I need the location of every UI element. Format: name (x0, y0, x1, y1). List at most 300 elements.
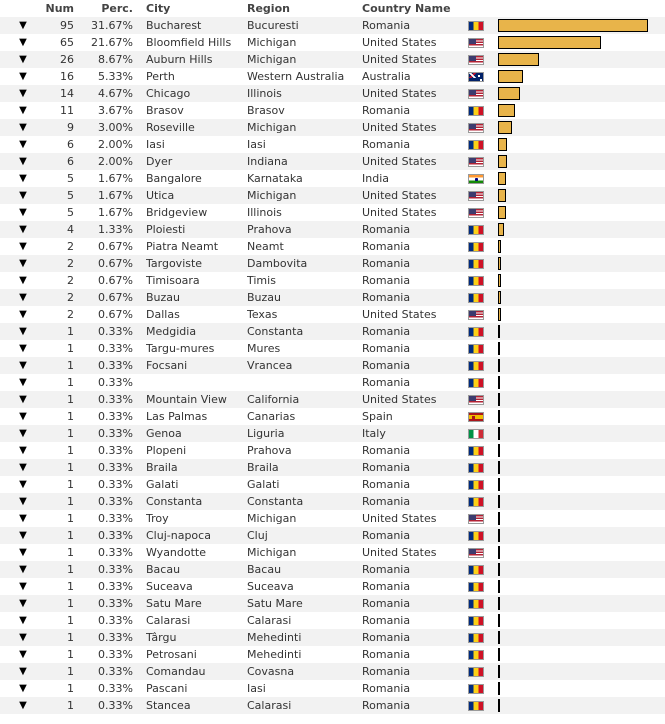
table-row (0, 663, 665, 680)
perc-cell: 0.67% (98, 274, 133, 287)
city-cell: Buzau (146, 291, 181, 304)
count-bar (498, 529, 500, 542)
city-cell: Perth (146, 70, 175, 83)
table-row (0, 153, 665, 170)
table-row (0, 561, 665, 578)
country-cell: Australia (362, 70, 411, 83)
flag-cell (468, 374, 486, 391)
perc-cell: 21.67% (91, 36, 133, 49)
ro-flag-icon (468, 667, 484, 677)
city-cell: Roseville (146, 121, 195, 134)
num-cell: 1 (67, 529, 74, 542)
count-bar (498, 104, 515, 117)
sort-down-icon[interactable]: ▼ (19, 649, 27, 660)
sort-down-icon[interactable]: ▼ (19, 71, 27, 82)
table-row (0, 680, 665, 697)
perc-cell: 0.33% (98, 529, 133, 542)
perc-cell: 0.33% (98, 444, 133, 457)
flag-cell (468, 170, 486, 187)
sort-down-icon[interactable]: ▼ (19, 547, 27, 558)
sort-down-icon[interactable]: ▼ (19, 394, 27, 405)
flag-cell (468, 544, 486, 561)
city-cell: Troy (146, 512, 169, 525)
es-flag-icon (468, 412, 484, 422)
country-cell: United States (362, 546, 437, 559)
perc-cell: 0.33% (98, 359, 133, 372)
perc-cell: 0.33% (98, 427, 133, 440)
flag-cell (468, 527, 486, 544)
perc-cell: 31.67% (91, 19, 133, 32)
num-cell: 1 (67, 393, 74, 406)
flag-cell (468, 697, 486, 714)
count-bar (498, 206, 506, 219)
num-cell: 1 (67, 427, 74, 440)
flag-cell (468, 34, 486, 51)
region-cell: Michigan (247, 121, 297, 134)
count-bar (498, 665, 500, 678)
city-cell: Suceava (146, 580, 193, 593)
flag-cell (468, 561, 486, 578)
country-cell: Romania (362, 104, 411, 117)
table-row (0, 544, 665, 561)
num-cell: 65 (60, 36, 74, 49)
country-cell: Romania (362, 359, 411, 372)
ro-flag-icon (468, 259, 484, 269)
region-cell: Mehedinti (247, 648, 302, 661)
perc-cell: 4.67% (98, 87, 133, 100)
table-row (0, 68, 665, 85)
flag-cell (468, 187, 486, 204)
perc-cell: 0.33% (98, 665, 133, 678)
num-cell: 1 (67, 461, 74, 474)
sort-down-icon[interactable]: ▼ (19, 683, 27, 694)
ro-flag-icon (468, 140, 484, 150)
us-flag-icon (468, 310, 484, 320)
sort-down-icon[interactable]: ▼ (19, 20, 27, 31)
perc-column-header[interactable]: Perc. (101, 2, 133, 15)
city-cell: Mountain View (146, 393, 227, 406)
sort-down-icon[interactable]: ▼ (19, 377, 27, 388)
table-row (0, 646, 665, 663)
table-row (0, 102, 665, 119)
sort-down-icon[interactable]: ▼ (19, 224, 27, 235)
region-cell: Michigan (247, 53, 297, 66)
city-cell: Bangalore (146, 172, 202, 185)
flag-cell (468, 663, 486, 680)
num-cell: 4 (67, 223, 74, 236)
us-flag-icon (468, 55, 484, 65)
perc-cell: 2.00% (98, 138, 133, 151)
city-cell: Comandau (146, 665, 206, 678)
num-cell: 1 (67, 410, 74, 423)
us-flag-icon (468, 548, 484, 558)
bar-cell (498, 85, 658, 102)
count-bar (498, 495, 500, 508)
region-cell: Indiana (247, 155, 288, 168)
sort-down-icon[interactable]: ▼ (19, 513, 27, 524)
count-bar (498, 512, 500, 525)
city-cell: Utica (146, 189, 175, 202)
bar-cell (498, 391, 658, 408)
count-bar (498, 444, 500, 457)
table-row (0, 697, 665, 714)
city-cell: Cluj-napoca (146, 529, 211, 542)
country-cell: Romania (362, 682, 411, 695)
region-cell: Michigan (247, 36, 297, 49)
sort-down-icon[interactable]: ▼ (19, 173, 27, 184)
table-row (0, 306, 665, 323)
ro-flag-icon (468, 344, 484, 354)
table-row (0, 357, 665, 374)
num-cell: 5 (67, 172, 74, 185)
bar-cell (498, 510, 658, 527)
bar-cell (498, 663, 658, 680)
bar-cell (498, 51, 658, 68)
perc-cell: 0.33% (98, 342, 133, 355)
flag-cell (468, 391, 486, 408)
flag-cell (468, 204, 486, 221)
flag-cell (468, 119, 486, 136)
sort-down-icon[interactable]: ▼ (19, 445, 27, 456)
flag-cell (468, 408, 486, 425)
sort-down-icon[interactable]: ▼ (19, 207, 27, 218)
region-cell: California (247, 393, 300, 406)
sort-down-icon[interactable]: ▼ (19, 666, 27, 677)
region-cell: Timis (247, 274, 276, 287)
country-cell: United States (362, 155, 437, 168)
sort-down-icon[interactable]: ▼ (19, 581, 27, 592)
perc-cell: 0.33% (98, 580, 133, 593)
region-cell: Cluj (247, 529, 268, 542)
country-cell: United States (362, 308, 437, 321)
count-bar (498, 427, 500, 440)
sort-down-icon[interactable]: ▼ (19, 258, 27, 269)
region-column-header[interactable]: Region (247, 2, 290, 15)
ro-flag-icon (468, 276, 484, 286)
bar-cell (498, 204, 658, 221)
num-cell: 6 (67, 155, 74, 168)
bar-cell (498, 561, 658, 578)
region-cell: Michigan (247, 512, 297, 525)
region-cell: Neamt (247, 240, 284, 253)
country-cell: Romania (362, 478, 411, 491)
count-bar (498, 240, 501, 253)
table-row (0, 578, 665, 595)
country-cell: Romania (362, 461, 411, 474)
city-cell: Targoviste (146, 257, 203, 270)
region-cell: Calarasi (247, 614, 292, 627)
bar-cell (498, 289, 658, 306)
bar-cell (498, 255, 658, 272)
bar-cell (498, 629, 658, 646)
bar-cell (498, 646, 658, 663)
table-row (0, 340, 665, 357)
num-cell: 2 (67, 274, 74, 287)
count-bar (498, 580, 500, 593)
table-row (0, 255, 665, 272)
city-cell: Petrosani (146, 648, 197, 661)
ro-flag-icon (468, 242, 484, 252)
city-cell: Stancea (146, 699, 191, 712)
num-cell: 1 (67, 342, 74, 355)
sort-down-icon[interactable]: ▼ (19, 360, 27, 371)
region-cell: Liguria (247, 427, 285, 440)
perc-cell: 5.33% (98, 70, 133, 83)
count-bar (498, 36, 601, 49)
sort-down-icon[interactable]: ▼ (19, 615, 27, 626)
city-cell: Brasov (146, 104, 184, 117)
country-cell: Romania (362, 563, 411, 576)
au-flag-icon (468, 72, 484, 82)
city-column-header[interactable]: City (146, 2, 171, 15)
num-cell: 1 (67, 699, 74, 712)
country-cell: Romania (362, 631, 411, 644)
count-bar (498, 138, 507, 151)
table-row (0, 510, 665, 527)
bar-cell (498, 578, 658, 595)
sort-down-icon[interactable]: ▼ (19, 309, 27, 320)
flag-cell (468, 510, 486, 527)
num-cell: 26 (60, 53, 74, 66)
count-bar (498, 376, 500, 389)
sort-down-icon[interactable]: ▼ (19, 326, 27, 337)
city-cell: Bucharest (146, 19, 202, 32)
perc-cell: 0.33% (98, 563, 133, 576)
bar-cell (498, 340, 658, 357)
count-bar (498, 342, 500, 355)
in-flag-icon (468, 174, 484, 184)
table-row (0, 493, 665, 510)
country-cell: United States (362, 512, 437, 525)
sort-down-icon[interactable]: ▼ (19, 564, 27, 575)
table-row (0, 170, 665, 187)
country-column-header[interactable]: Country Name (362, 2, 451, 15)
table-row (0, 442, 665, 459)
count-bar (498, 563, 500, 576)
num-cell: 2 (67, 308, 74, 321)
num-cell: 1 (67, 648, 74, 661)
count-bar (498, 699, 500, 712)
sort-down-icon[interactable]: ▼ (19, 190, 27, 201)
table-row (0, 85, 665, 102)
sort-down-icon[interactable]: ▼ (19, 598, 27, 609)
region-cell: Calarasi (247, 699, 292, 712)
bar-cell (498, 306, 658, 323)
count-bar (498, 274, 501, 287)
num-cell: 5 (67, 189, 74, 202)
city-cell: Dyer (146, 155, 173, 168)
num-cell: 1 (67, 546, 74, 559)
num-cell: 1 (67, 376, 74, 389)
num-cell: 6 (67, 138, 74, 151)
us-flag-icon (468, 89, 484, 99)
num-column-header[interactable]: Num (45, 2, 74, 15)
city-cell: Bridgeview (146, 206, 208, 219)
country-cell: United States (362, 53, 437, 66)
region-cell: Iasi (247, 682, 266, 695)
city-cell: Ploiesti (146, 223, 186, 236)
table-row (0, 187, 665, 204)
perc-cell: 0.33% (98, 325, 133, 338)
city-cell: Wyandotte (146, 546, 207, 559)
sort-down-icon[interactable]: ▼ (19, 37, 27, 48)
sort-down-icon[interactable]: ▼ (19, 632, 27, 643)
ro-flag-icon (468, 293, 484, 303)
perc-cell: 0.33% (98, 597, 133, 610)
flag-cell (468, 136, 486, 153)
sort-down-icon[interactable]: ▼ (19, 156, 27, 167)
ro-flag-icon (468, 21, 484, 31)
ro-flag-icon (468, 106, 484, 116)
sort-down-icon[interactable]: ▼ (19, 411, 27, 422)
region-cell: Michigan (247, 189, 297, 202)
count-bar (498, 223, 504, 236)
region-cell: Buzau (247, 291, 282, 304)
city-cell: Chicago (146, 87, 191, 100)
count-bar (498, 19, 648, 32)
country-cell: Romania (362, 665, 411, 678)
sort-down-icon[interactable]: ▼ (19, 700, 27, 711)
bar-cell (498, 187, 658, 204)
city-cell: Bloomfield Hills (146, 36, 232, 49)
country-cell: Romania (362, 614, 411, 627)
bar-cell (498, 119, 658, 136)
perc-cell: 1.67% (98, 172, 133, 185)
ro-flag-icon (468, 225, 484, 235)
perc-cell: 3.00% (98, 121, 133, 134)
country-cell: Romania (362, 291, 411, 304)
perc-cell: 1.67% (98, 206, 133, 219)
bar-cell (498, 442, 658, 459)
perc-cell: 0.67% (98, 291, 133, 304)
sort-down-icon[interactable]: ▼ (19, 343, 27, 354)
count-bar (498, 291, 501, 304)
region-cell: Galati (247, 478, 280, 491)
num-cell: 2 (67, 291, 74, 304)
region-cell: Covasna (247, 665, 295, 678)
bar-cell (498, 272, 658, 289)
sort-down-icon[interactable]: ▼ (19, 241, 27, 252)
country-cell: Romania (362, 223, 411, 236)
country-cell: Romania (362, 138, 411, 151)
region-cell: Illinois (247, 206, 282, 219)
table-row (0, 459, 665, 476)
count-bar (498, 257, 501, 270)
sort-down-icon[interactable]: ▼ (19, 530, 27, 541)
us-flag-icon (468, 123, 484, 133)
bar-cell (498, 476, 658, 493)
table-row (0, 527, 665, 544)
table-row (0, 17, 665, 34)
ro-flag-icon (468, 701, 484, 711)
sort-down-icon[interactable]: ▼ (19, 292, 27, 303)
sort-down-icon[interactable]: ▼ (19, 428, 27, 439)
count-bar (498, 53, 539, 66)
num-cell: 2 (67, 257, 74, 270)
num-cell: 1 (67, 631, 74, 644)
perc-cell: 0.67% (98, 308, 133, 321)
flag-cell (468, 289, 486, 306)
table-row (0, 238, 665, 255)
table-row (0, 425, 665, 442)
bar-cell (498, 595, 658, 612)
num-cell: 1 (67, 563, 74, 576)
bar-cell (498, 697, 658, 714)
country-cell: Romania (362, 240, 411, 253)
ro-flag-icon (468, 446, 484, 456)
perc-cell: 1.67% (98, 189, 133, 202)
count-bar (498, 614, 500, 627)
bar-cell (498, 68, 658, 85)
city-cell: Bacau (146, 563, 181, 576)
perc-cell: 0.33% (98, 393, 133, 406)
perc-cell: 0.33% (98, 614, 133, 627)
country-cell: Romania (362, 257, 411, 270)
us-flag-icon (468, 38, 484, 48)
sort-down-icon[interactable]: ▼ (19, 122, 27, 133)
country-cell: United States (362, 393, 437, 406)
sort-down-icon[interactable]: ▼ (19, 105, 27, 116)
perc-cell: 0.33% (98, 376, 133, 389)
ro-flag-icon (468, 684, 484, 694)
sort-down-icon[interactable]: ▼ (19, 462, 27, 473)
country-cell: India (362, 172, 389, 185)
city-cell: Pascani (146, 682, 188, 695)
sort-down-icon[interactable]: ▼ (19, 479, 27, 490)
region-cell: Satu Mare (247, 597, 303, 610)
flag-cell (468, 629, 486, 646)
table-body (0, 17, 665, 714)
flag-cell (468, 323, 486, 340)
sort-down-icon[interactable]: ▼ (19, 275, 27, 286)
count-bar (498, 308, 501, 321)
country-cell: Romania (362, 495, 411, 508)
country-cell: Romania (362, 19, 411, 32)
region-cell: Iasi (247, 138, 266, 151)
country-cell: Romania (362, 325, 411, 338)
count-bar (498, 189, 506, 202)
country-cell: United States (362, 87, 437, 100)
city-cell: Galati (146, 478, 179, 491)
count-bar (498, 682, 500, 695)
num-cell: 1 (67, 512, 74, 525)
country-cell: Romania (362, 597, 411, 610)
bar-cell (498, 34, 658, 51)
region-cell: Mehedinti (247, 631, 302, 644)
sort-down-icon[interactable]: ▼ (19, 54, 27, 65)
country-cell: Romania (362, 648, 411, 661)
num-cell: 1 (67, 444, 74, 457)
country-cell: Italy (362, 427, 386, 440)
table-row (0, 391, 665, 408)
ro-flag-icon (468, 616, 484, 626)
region-cell: Dambovita (247, 257, 308, 270)
country-cell: Romania (362, 274, 411, 287)
flag-cell (468, 595, 486, 612)
ro-flag-icon (468, 565, 484, 575)
count-bar (498, 410, 500, 423)
city-cell: Braila (146, 461, 178, 474)
table-row (0, 221, 665, 238)
region-cell: Suceava (247, 580, 294, 593)
table-row (0, 119, 665, 136)
sort-down-icon[interactable]: ▼ (19, 496, 27, 507)
sort-down-icon[interactable]: ▼ (19, 88, 27, 99)
us-flag-icon (468, 208, 484, 218)
city-cell: Târgu (146, 631, 177, 644)
sort-down-icon[interactable]: ▼ (19, 139, 27, 150)
count-bar (498, 359, 500, 372)
